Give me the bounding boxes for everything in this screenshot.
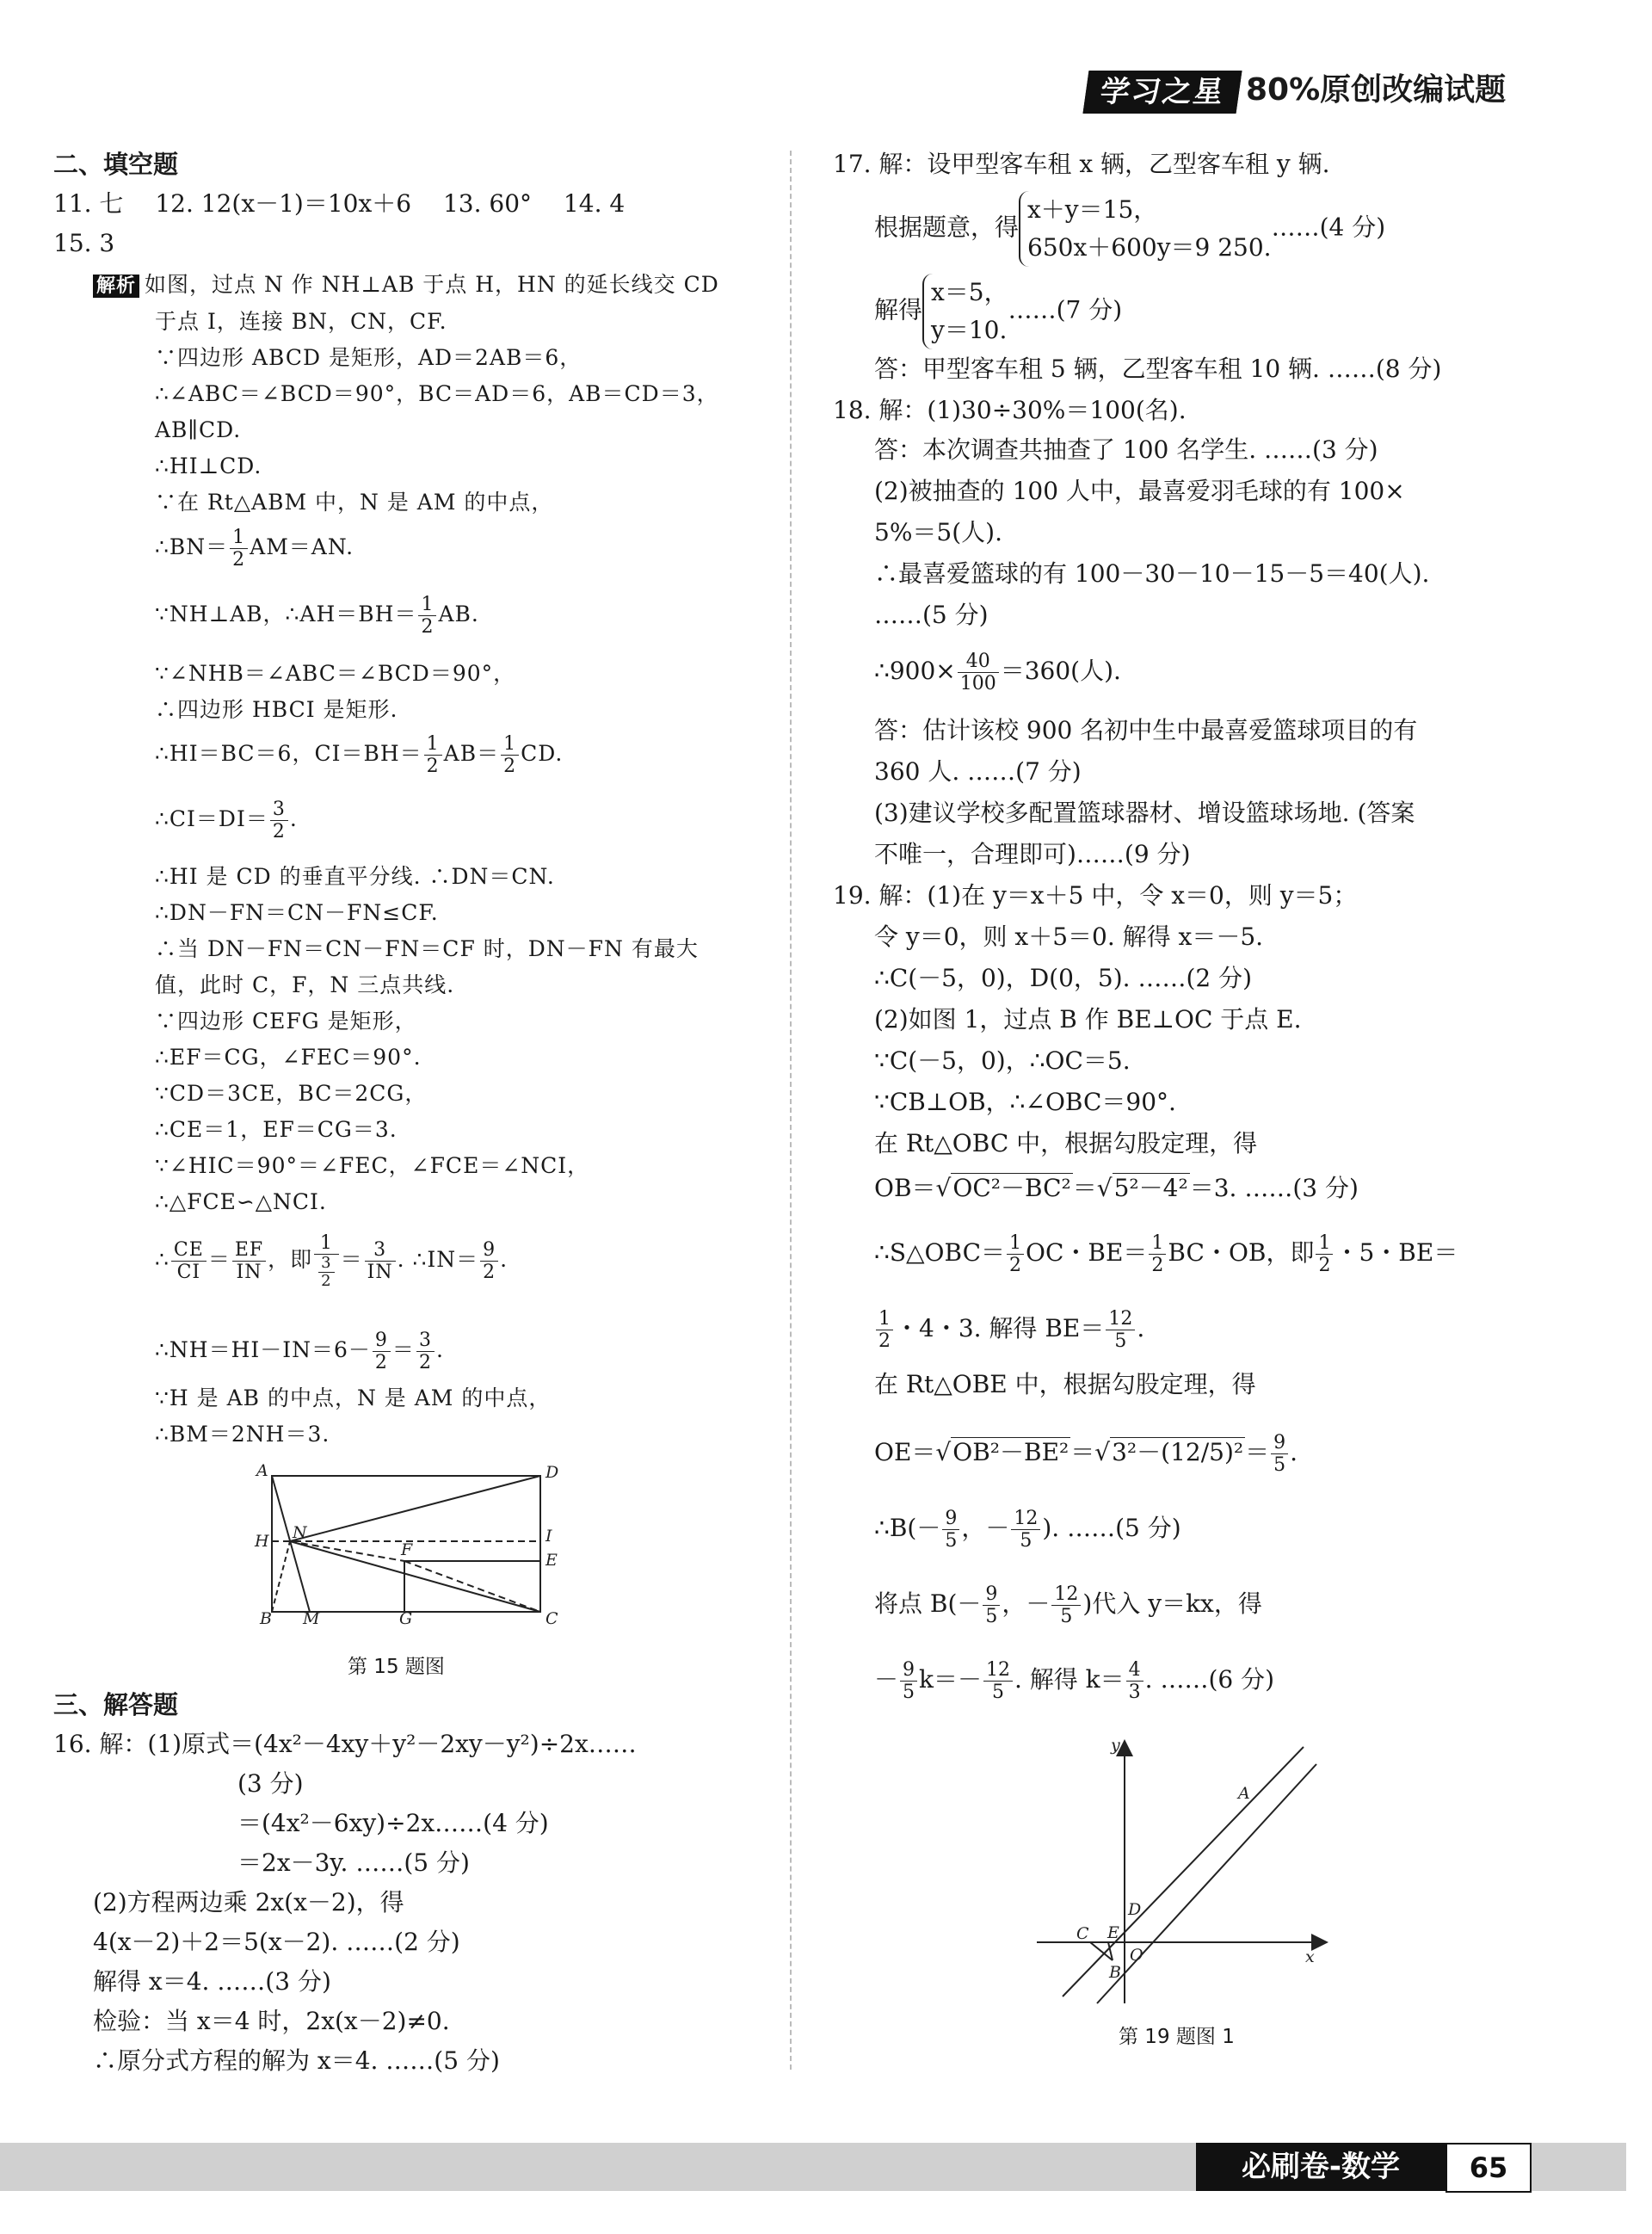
analysis-line: ∵∠NHB＝∠ABC＝∠BCD＝90°， xyxy=(155,661,516,686)
fraction: $\frac{12}{5}$ xyxy=(1051,1583,1081,1627)
fraction: $\frac{3}{2}$ xyxy=(416,1330,435,1373)
fig15-label-g: G xyxy=(399,1609,413,1626)
analysis-line: ∴当 DN－FN＝CN－FN＝CF 时，DN－FN 有最大 xyxy=(155,936,699,961)
fig19-label-o: O xyxy=(1130,1946,1143,1965)
q18-line: 360 人. ……(7 分) xyxy=(874,757,1082,786)
analysis-line: ∴ $\frac{CE}{CI}$ ＝ $\frac{EF}{IN}$ ，即 $\frac{1}{\frac{3}{2}}$ ＝ $\frac{3}{IN}$ . ∴IN＝ $\frac{9}{2}$ . xyxy=(155,1232,509,1290)
fraction: $\frac{12}{5}$ xyxy=(983,1659,1013,1703)
fraction: $\frac{1}{2}$ xyxy=(1149,1232,1166,1276)
analysis-line: ∴HI＝BC＝6，CI＝BH＝ $\frac{1}{2}$ AB＝ $\frac{1}{2}$ CD. xyxy=(155,733,564,777)
q18-line: ∴最喜爱篮球的有 100－30－10－15－5＝40(人). xyxy=(874,559,1430,588)
q16-line: (3 分) xyxy=(237,1769,304,1798)
fraction: $\frac{EF}{IN}$ xyxy=(232,1239,266,1283)
fraction: $\frac{1}{2}$ xyxy=(501,733,519,777)
segment-nd xyxy=(290,1476,540,1541)
segment-fc xyxy=(404,1561,540,1612)
analysis-line: 于点 I，连接 BN，CN，CF. xyxy=(155,309,447,334)
fig15-label-b: B xyxy=(260,1609,272,1626)
fig19-label-y: y xyxy=(1111,1736,1120,1755)
q16-line: (2)方程两边乘 2x(x－2)，得 xyxy=(93,1888,404,1916)
fraction: $\frac{3}{IN}$ xyxy=(365,1239,396,1283)
fraction: $\frac{1}{2}$ xyxy=(1316,1232,1333,1276)
q19-line: ∴C(－5，0)，D(0，5). ……(2 分) xyxy=(874,964,1253,992)
brand-logo: 学习之星 xyxy=(1082,71,1242,114)
fraction: $\frac{12}{5}$ xyxy=(1106,1308,1135,1352)
analysis-line: ∴BM＝2NH＝3. xyxy=(155,1422,330,1447)
analysis-line: ∴HI⊥CD. xyxy=(155,454,262,478)
fig19-label-c: C xyxy=(1076,1924,1089,1943)
q18-line: (3)建议学校多配置篮球器材、增设篮球场地. (答案 xyxy=(874,799,1415,827)
fig15-label-f: F xyxy=(401,1540,413,1559)
q18-line: 答：估计该校 900 名初中生中最喜爱篮球项目的有 xyxy=(874,716,1418,744)
segment-bn xyxy=(272,1541,290,1612)
q19-line: 令 y＝0，则 x＋5＝0. 解得 x＝－5. xyxy=(874,923,1264,951)
q17-line: 根据题意，得 x＋y＝15， 650x＋600y＝9 250. ……(4 分) xyxy=(874,191,1385,267)
analysis-line xyxy=(93,268,719,303)
analysis-line: ∴DN－FN＝CN－FN≤CF. xyxy=(155,900,439,925)
fig19-label-x: x xyxy=(1305,1947,1315,1966)
fraction: $\frac{1}{2}$ xyxy=(424,733,442,777)
fig19-label-a: A xyxy=(1238,1784,1250,1803)
line-y-eq-kx xyxy=(1097,1764,1316,2003)
fraction: $\frac{1}{2}$ xyxy=(1007,1232,1024,1276)
fig19-label-e: E xyxy=(1107,1923,1119,1942)
analysis-line: 值，此时 C，F，N 三点共线. xyxy=(155,972,455,997)
fraction: $\frac{9}{5}$ xyxy=(942,1508,959,1552)
fig15-label-h: H xyxy=(255,1532,269,1551)
analysis-line: ∵在 Rt△ABM 中，N 是 AM 的中点， xyxy=(155,490,554,515)
q19-line: 19. 解：(1)在 y＝x＋5 中，令 x＝0，则 y＝5； xyxy=(833,881,1358,910)
q19-line: (2)如图 1，过点 B 作 BE⊥OC 于点 E. xyxy=(874,1005,1302,1034)
fraction: $\frac{CE}{CI}$ xyxy=(171,1239,206,1283)
q19-line: ∴S△OBC＝ $\frac{1}{2}$ OC・BE＝ $\frac{1}{2}$ BC・OB，即 $\frac{1}{2}$ ・5・BE＝ xyxy=(874,1232,1458,1276)
equation-system: x＝5， y＝10. xyxy=(922,274,1008,349)
fig15-label-c: C xyxy=(546,1609,558,1626)
analysis-line: ∴HI 是 CD 的垂直平分线. ∴DN＝CN. xyxy=(155,864,555,889)
fig15-label-a: A xyxy=(256,1461,268,1480)
fraction: $\frac{12}{5}$ xyxy=(1011,1508,1040,1552)
segment-nc xyxy=(290,1541,540,1612)
fraction: $\frac{9}{2}$ xyxy=(373,1330,391,1373)
fraction: $\frac{9}{5}$ xyxy=(900,1659,917,1703)
q18-line: 答：本次调查共抽查了 100 名学生. ……(3 分) xyxy=(874,435,1378,464)
analysis-line: ∵NH⊥AB，∴AH＝BH＝ $\frac{1}{2}$ AB. xyxy=(155,594,479,638)
q19-line: OE＝√OB²－BE²＝√3²－(12/5)²＝ $\frac{9}{5}$ . xyxy=(874,1432,1298,1476)
q19-line: $\frac{1}{2}$ ・4・3. 解得 BE＝ $\frac{12}{5}$ . xyxy=(874,1308,1144,1352)
fraction: $\frac{1}{2}$ xyxy=(230,527,248,571)
q19-line: － $\frac{9}{5}$ k＝－ $\frac{12}{5}$ . 解得 k＝ $\frac{4}{3}$ . ……(6 分) xyxy=(874,1659,1275,1703)
q19-line: ∵C(－5，0)，∴OC＝5. xyxy=(874,1046,1131,1075)
section-heading-solutions: 三、解答题 xyxy=(53,1690,179,1719)
fig15-label-e: E xyxy=(546,1551,558,1570)
fraction: $\frac{9}{2}$ xyxy=(480,1239,498,1283)
q19-line: ∵CB⊥OB，∴∠OBC＝90°. xyxy=(874,1088,1176,1116)
q17-line: 答：甲型客车租 5 辆，乙型客车租 10 辆. ……(8 分) xyxy=(874,355,1442,383)
q18-line: 5%＝5(人). xyxy=(874,518,1002,546)
column-divider xyxy=(790,151,792,2070)
fraction: $\frac{1}{2}$ xyxy=(876,1308,893,1352)
fraction: $\frac{3}{2}$ xyxy=(270,799,288,842)
fig15-label-d: D xyxy=(546,1463,559,1482)
fraction: $\frac{1}{\frac{3}{2}}$ xyxy=(314,1232,338,1290)
analysis-line: ∵四边形 ABCD 是矩形，AD＝2AB＝6， xyxy=(155,345,583,370)
analysis-line: ∴四边形 HBCI 是矩形. xyxy=(155,697,398,722)
header-tagline: 80%原创改编试题 xyxy=(1246,72,1507,108)
figure-19 xyxy=(1028,1730,1338,2014)
figure-15-caption: 第 15 题图 xyxy=(348,1656,445,1678)
analysis-line: ∴EF＝CG，∠FEC＝90°. xyxy=(155,1045,422,1070)
q19-line: OB＝√OC²－BC²＝√5²－4²＝3. ……(3 分) xyxy=(874,1174,1359,1202)
analysis-line: ∴CI＝DI＝ $\frac{3}{2}$ . xyxy=(155,799,298,842)
q16-line: 解得 x＝4. ……(3 分) xyxy=(93,1967,331,1996)
analysis-line: AB∥CD. xyxy=(155,417,242,442)
fig19-label-b: B xyxy=(1109,1963,1121,1982)
q17-line: 解得 x＝5， y＝10. ……(7 分) xyxy=(874,274,1122,349)
analysis-line: ∴BN＝ $\frac{1}{2}$ AM＝AN. xyxy=(155,527,354,571)
analysis-line: ∵H 是 AB 的中点，N 是 AM 的中点， xyxy=(155,1385,552,1410)
figure-19-caption: 第 19 题图 1 xyxy=(1119,2026,1235,2048)
answer-15: 15. 3 xyxy=(53,229,115,257)
fig15-label-m: M xyxy=(303,1609,320,1626)
q16-line: 检验：当 x＝4 时，2x(x－2)≠0. xyxy=(93,2007,450,2035)
q18-line: ∴900× $\frac{40}{100}$ ＝360(人). xyxy=(874,651,1121,694)
analysis-line: ∵CD＝3CE，BC＝2CG， xyxy=(155,1081,428,1106)
fig15-label-n: N xyxy=(293,1523,307,1542)
fraction: $\frac{9}{5}$ xyxy=(983,1583,1000,1627)
figure-15 xyxy=(241,1459,568,1626)
q18-line: 18. 解：(1)30÷30%＝100(名). xyxy=(833,396,1187,424)
page-number: 65 xyxy=(1446,2143,1532,2193)
analysis-line: ∴△FCE∽△NCI. xyxy=(155,1189,327,1214)
q16-line: 16. 解：(1)原式＝(4x²－4xy＋y²－2xy－y²)÷2x…… xyxy=(53,1730,637,1758)
footer-title: 必刷卷-数学 xyxy=(1196,2143,1446,2191)
q19-line: 将点 B(－ $\frac{9}{5}$ ，－ $\frac{12}{5}$ )代入 y＝kx，得 xyxy=(874,1583,1262,1627)
line-y-eq-x-plus-5 xyxy=(1063,1747,1304,1996)
fraction: $\frac{40}{100}$ xyxy=(958,651,999,694)
q16-line: ＝2x－3y. ……(5 分) xyxy=(237,1848,470,1877)
analysis-line: ∵四边形 CEFG 是矩形， xyxy=(155,1009,417,1034)
q18-line: (2)被抽查的 100 人中，最喜爱羽毛球的有 100× xyxy=(874,477,1405,505)
section-heading-fill-blank: 二、填空题 xyxy=(53,150,179,179)
analysis-text: 如图，过点 N 作 NH⊥AB 于点 H，HN 的延长线交 CD xyxy=(145,272,719,297)
fraction: $\frac{4}{3}$ xyxy=(1126,1659,1143,1703)
fraction: $\frac{1}{2}$ xyxy=(418,594,436,638)
q17-line: 17. 解：设甲型客车租 x 辆，乙型客车租 y 辆. xyxy=(833,150,1330,178)
fig19-label-d: D xyxy=(1128,1900,1142,1919)
analysis-line: ∵∠HIC＝90°＝∠FEC，∠FCE＝∠NCI， xyxy=(155,1153,590,1178)
analysis-tag: 解析 xyxy=(93,275,139,298)
q16-line: 4(x－2)＋2＝5(x－2). ……(2 分) xyxy=(93,1928,460,1956)
analysis-line: ∴∠ABC＝∠BCD＝90°，BC＝AD＝6，AB＝CD＝3， xyxy=(155,381,719,406)
q19-line: 在 Rt△OBE 中，根据勾股定理，得 xyxy=(874,1370,1256,1398)
q19-line: ∴B(－ $\frac{9}{5}$ ，－ $\frac{12}{5}$ ). ……(5 分) xyxy=(874,1508,1181,1552)
q19-line: 在 Rt△OBC 中，根据勾股定理，得 xyxy=(874,1129,1258,1157)
answers-11-14: 11. 七 12. 12(x－1)＝10x＋6 13. 60° 14. 4 xyxy=(53,189,626,218)
analysis-line: ∴NH＝HI－IN＝6－ $\frac{9}{2}$ ＝ $\frac{3}{2}$ . xyxy=(155,1330,444,1373)
q16-line: ＝(4x²－6xy)÷2x……(4 分) xyxy=(237,1809,549,1837)
fraction: $\frac{9}{5}$ xyxy=(1271,1432,1288,1476)
q18-line: 不唯一，合理即可)……(9 分) xyxy=(874,840,1191,868)
equation-system: x＋y＝15， 650x＋600y＝9 250. xyxy=(1019,191,1272,267)
analysis-line: ∴CE＝1，EF＝CG＝3. xyxy=(155,1117,398,1142)
q18-line: ……(5 分) xyxy=(874,601,989,629)
fig15-label-i: I xyxy=(546,1527,552,1546)
q16-line: ∴原分式方程的解为 x＝4. ……(5 分) xyxy=(93,2046,500,2075)
